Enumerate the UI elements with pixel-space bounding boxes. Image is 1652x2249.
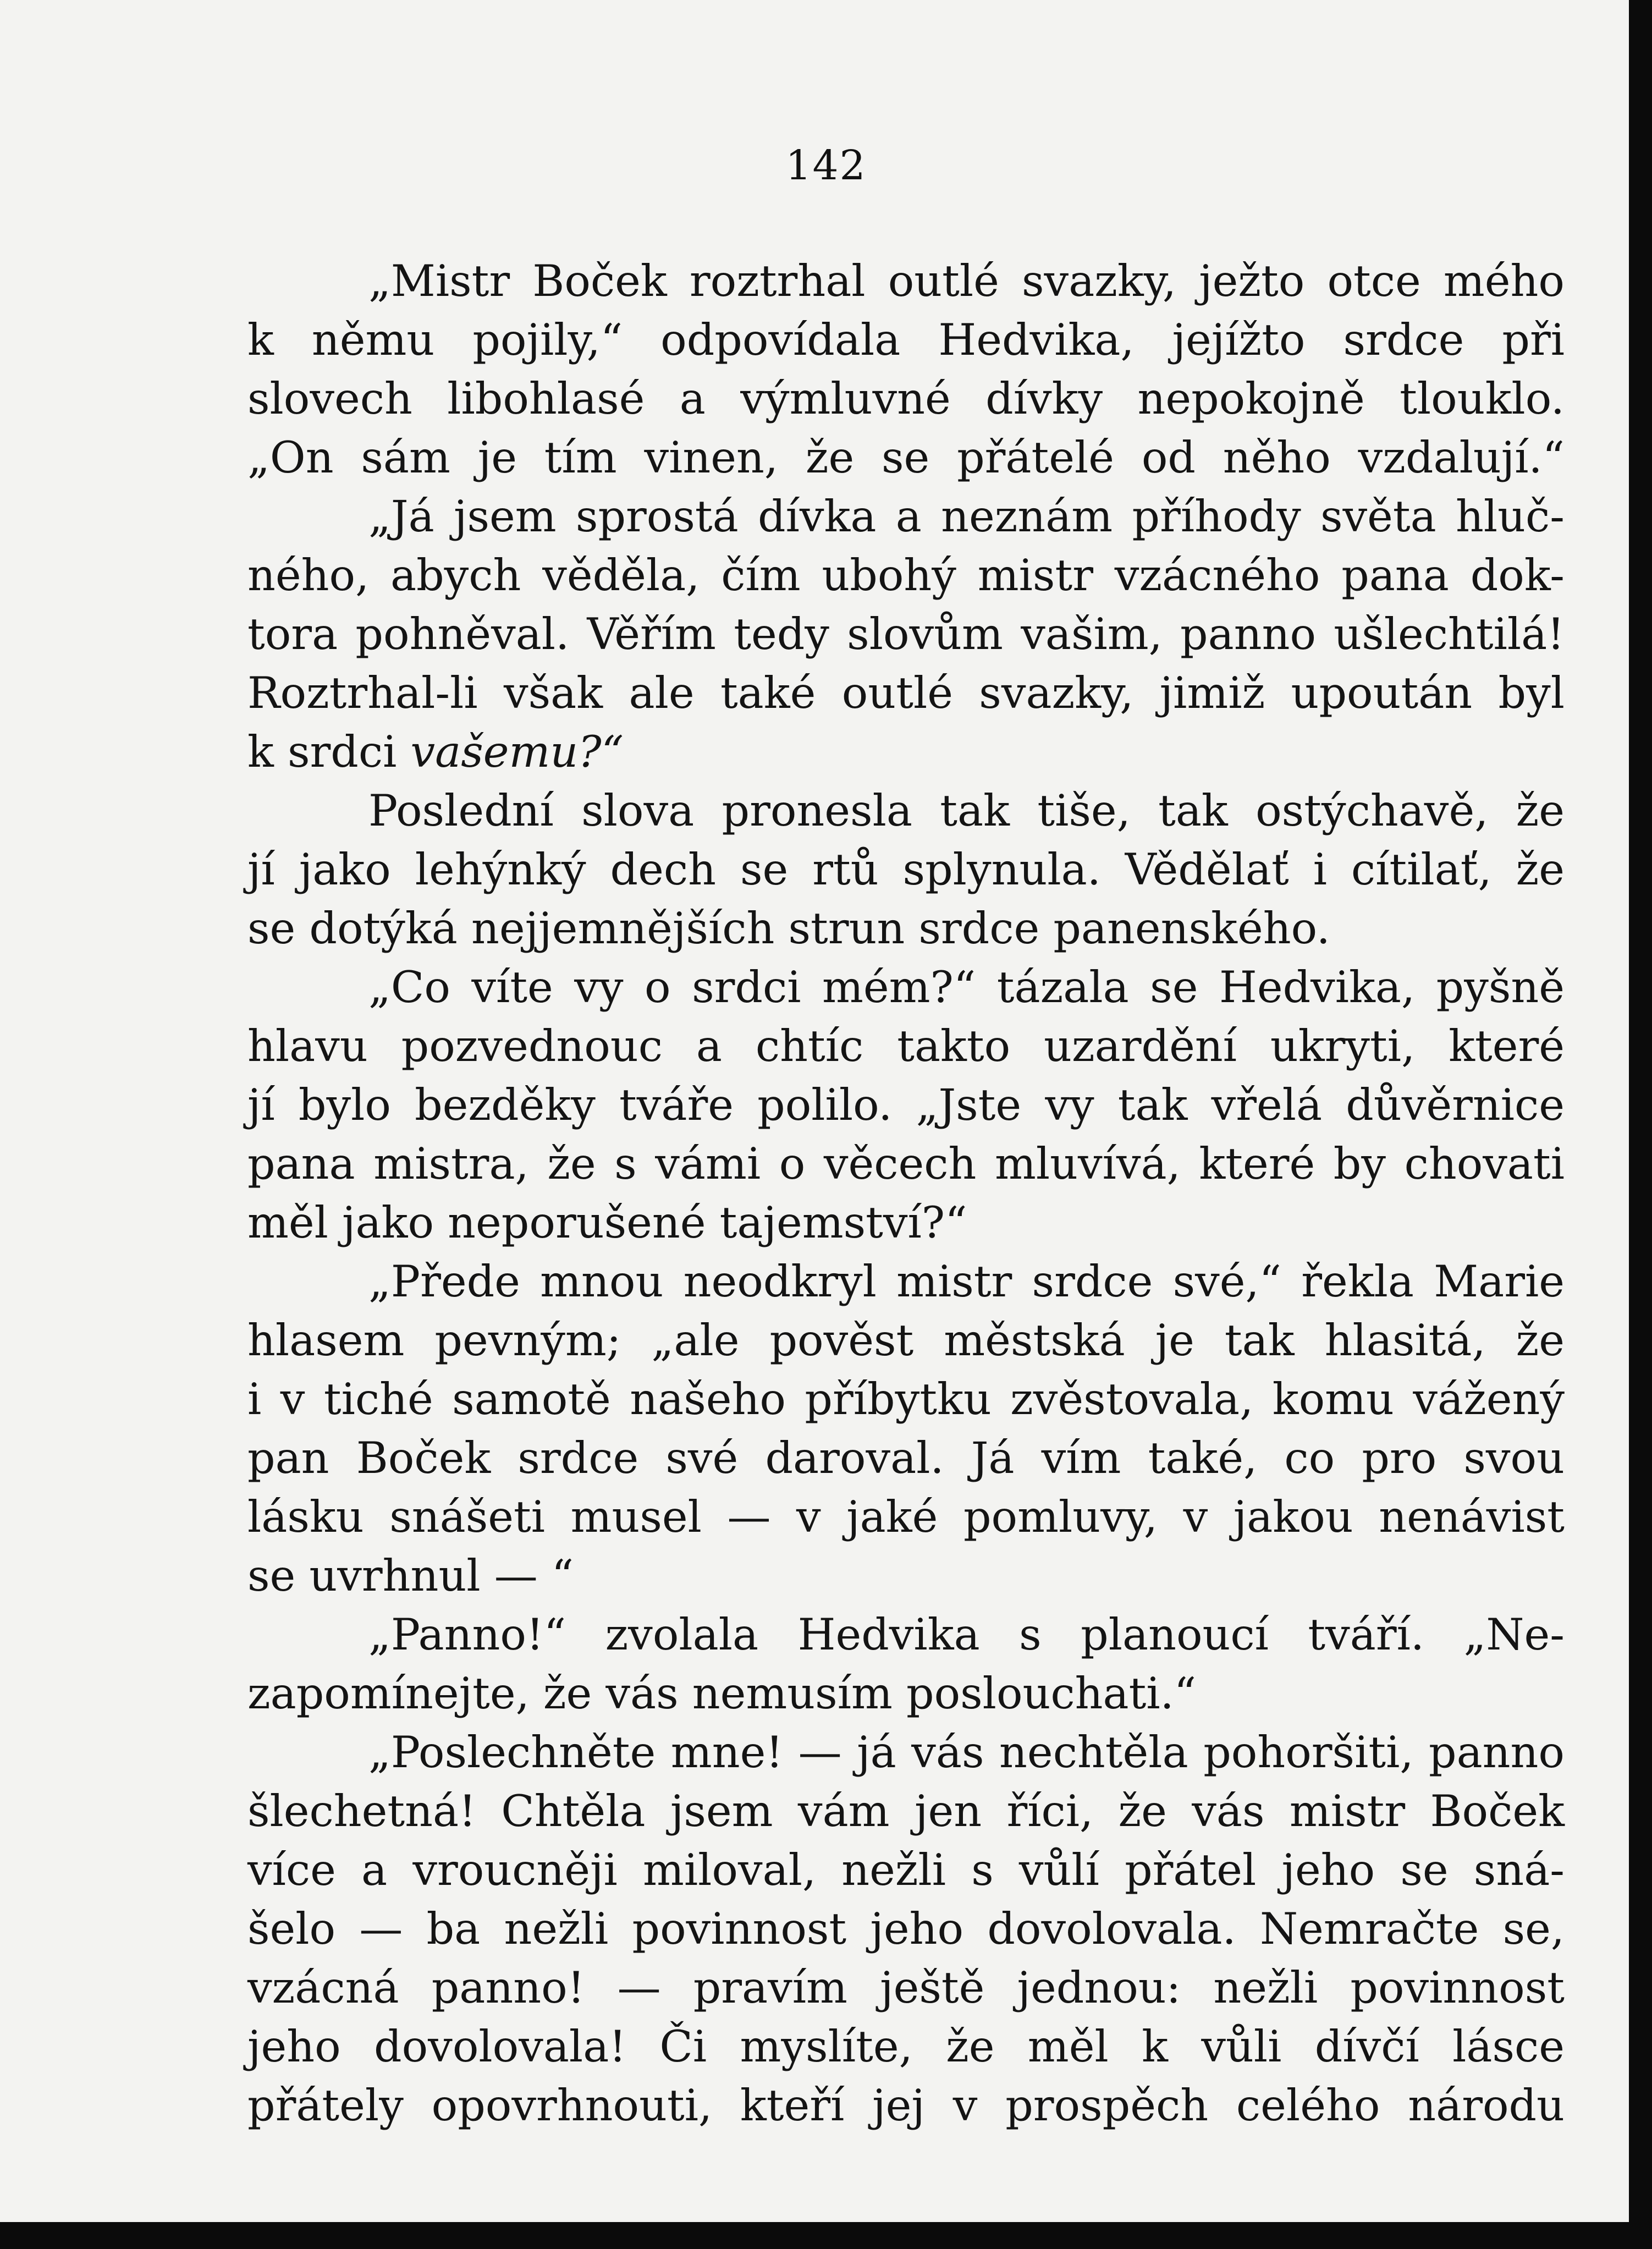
text-line: šlechetná! Chtěla jsem vám jen říci, že vás mistr Boček xyxy=(247,1786,1565,1836)
text-line: hlasem pevným; „ale pověst městská je tak hlasitá, že xyxy=(247,1315,1565,1366)
text-line: pan Boček srdce své daroval. Já vím také, co pro svou xyxy=(247,1433,1565,1483)
text-line: jí bylo bezděky tváře polilo. „Jste vy tak vřelá důvěrnice xyxy=(247,1080,1565,1130)
text-line: více a vroucněji miloval, nežli s vůlí přátel jeho se sná- xyxy=(247,1845,1565,1895)
text-line: „On sám je tím vinen, že se přátelé od něho vzdalují.“ xyxy=(247,432,1565,483)
body-text xyxy=(247,252,1565,2135)
text-line xyxy=(247,723,1565,782)
italic-text: vašemu?“ xyxy=(410,727,624,777)
text-line: „Panno!“ zvolala Hedvika s planoucí tváří. „Ne- xyxy=(368,1609,1565,1660)
text-line: se dotýká nejjemnějších strun srdce panenského. xyxy=(247,903,1330,954)
text-line: šelo — ba nežli povinnost jeho dovolovala. Nemračte se, xyxy=(247,1904,1565,1954)
page-number: 142 xyxy=(785,142,867,189)
text-line: i v tiché samotě našeho příbytku zvěstovala, komu vážený xyxy=(247,1374,1565,1425)
text-line: „Já jsem sprostá dívka a neznám příhody světa hluč- xyxy=(368,491,1565,542)
text-line: ného, abych věděla, čím ubohý mistr vzácného pana dok- xyxy=(247,550,1565,601)
text-line: zapomínejte, že vás nemusím poslouchati.“ xyxy=(247,1668,1197,1719)
text-line: lásku snášeti musel — v jaké pomluvy, v jakou nenávist xyxy=(247,1492,1565,1542)
text-line: měl jako neporušené tajemství?“ xyxy=(247,1197,967,1248)
text-line: Roztrhal-li však ale také outlé svazky, jimiž upoután byl xyxy=(247,668,1565,718)
text-line: hlavu pozvednouc a chtíc takto uzardění ukryti, které xyxy=(247,1021,1565,1071)
text-fragment: k srdci xyxy=(247,727,411,777)
text-line: „Poslechněte mne! — já vás nechtěla pohoršiti, panno xyxy=(368,1727,1565,1778)
text-line: vzácná panno! — pravím ještě jednou: nežli povinnost xyxy=(247,1962,1565,2013)
text-line: přátely opovrhnouti, kteří jej v prospěch celého národu xyxy=(247,2080,1565,2131)
text-line: Poslední slova pronesla tak tiše, tak ostýchavě, že xyxy=(368,785,1565,836)
text-line: „Přede mnou neodkryl mistr srdce své,“ řekla Marie xyxy=(368,1256,1565,1307)
text-line: k němu pojily,“ odpovídala Hedvika, jejížto srdce při xyxy=(247,315,1565,365)
text-line: se uvrhnul — “ xyxy=(247,1550,574,1601)
text-line: tora pohněval. Věřím tedy slovům vašim, panno ušlechtilá! xyxy=(247,609,1565,659)
text-line: „Co víte vy o srdci mém?“ tázala se Hedvika, pyšně xyxy=(368,962,1565,1013)
text-line: „Mistr Boček roztrhal outlé svazky, ježto otce mého xyxy=(368,256,1565,306)
text-line: slovech libohlasé a výmluvné dívky nepokojně tlouklo. xyxy=(247,373,1565,424)
text-line: pana mistra, že s vámi o věcech mluvívá, které by chovati xyxy=(247,1139,1565,1189)
text-line: jí jako lehýnký dech se rtů splynula. Vědělať i cítilať, že xyxy=(247,844,1565,895)
text-line: jeho dovolovala! Či myslíte, že měl k vůli dívčí lásce xyxy=(247,2021,1565,2072)
